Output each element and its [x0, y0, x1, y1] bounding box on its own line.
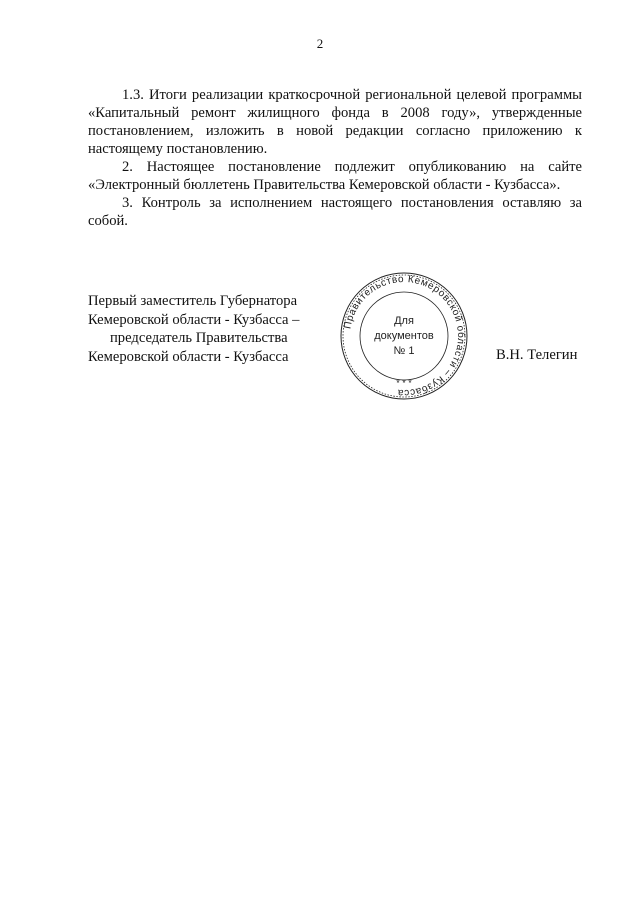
seal-ring-text: Правительство Кемеровской области – Кузбасса [342, 273, 467, 399]
paragraph-2: 2. Настоящее постановление подлежит опубликованию на сайте «Электронный бюллетень Правительства Кемеровской области - Кузбасса». [88, 159, 582, 193]
seal-stars: * * * [396, 378, 412, 388]
seal-center-line-2: документов [374, 330, 434, 342]
signatory-title-line: председатель Правительства [110, 330, 288, 346]
document-body [88, 86, 582, 230]
signatory-title-line: Первый заместитель Губернатора [88, 293, 298, 309]
page-number: 2 [316, 36, 324, 51]
seal-center-line-3: № 1 [393, 345, 415, 357]
signatory-title-line: Кемеровской области - Кузбасса [88, 348, 289, 365]
signer-name: В.Н. Телегин [496, 347, 578, 363]
paragraph-1-3: 1.3. Итоги реализации краткосрочной региональной целевой программы «Капитальный ремонт жилищного фонда в 2008 году», утвержденные постановлением, изложить в новой редакции согласно приложению к настоящему постановлению. [88, 87, 582, 157]
official-seal [338, 270, 470, 402]
signatory-title-line: Кемеровской области - Кузбасса – [88, 311, 300, 328]
signatory-title [88, 292, 299, 366]
paragraph-3: 3. Контроль за исполнением настоящего постановления оставляю за собой. [88, 195, 582, 229]
seal-center-line-1: Для [394, 315, 414, 327]
